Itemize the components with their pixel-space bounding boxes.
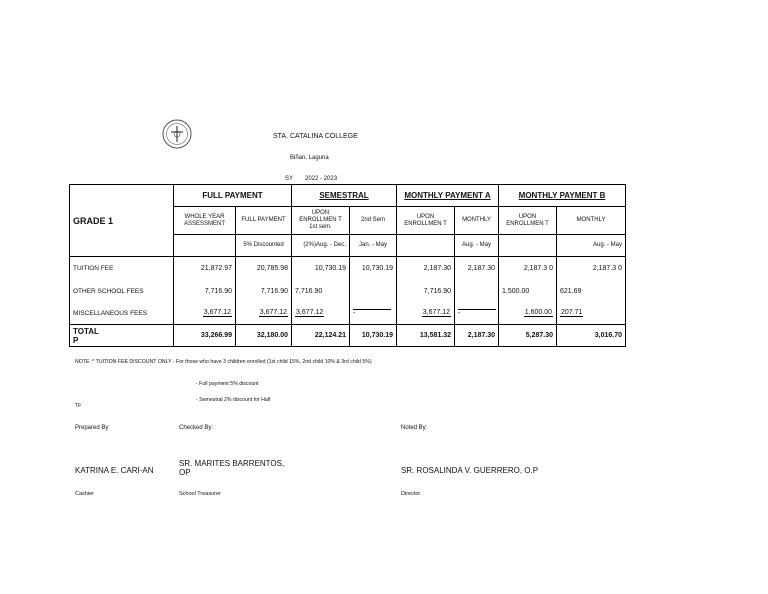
total-value: 5,287.30: [499, 325, 557, 347]
prepared-title: Cashier: [75, 491, 94, 497]
note-a-aug-may: Aug. - May: [455, 235, 499, 257]
cell-value: 21,872.97: [174, 257, 236, 281]
checked-by-label: Checked By:: [179, 425, 214, 431]
checked-title: School Treasurer: [179, 491, 221, 497]
total-value: 10,730.19: [350, 325, 397, 347]
total-value: 22,124.21: [292, 325, 350, 347]
cell-value: 10,730.19: [350, 257, 397, 281]
sy-label: SY: [285, 176, 294, 182]
school-location: Biñan, Laguna: [290, 155, 329, 161]
school-name: STA. CATALINA COLLEGE: [273, 133, 358, 140]
discount-note: NOTE :* TUITION FEE DISCOUNT ONLY - For those who have 3 children enrolled (1st child 15%, 2nd child 10% & 3rd child 5%): [75, 359, 372, 365]
cell-value: 2,187.3 0: [499, 257, 557, 281]
cell-value: 7,716.90: [174, 281, 236, 303]
cell-value: [350, 281, 397, 303]
cell-value: 10,730.19: [292, 257, 350, 281]
note-jan-may: Jan. - May: [350, 235, 397, 257]
subheader-sem-upon: UPON ENROLLMEN T 1st sem.: [292, 207, 350, 235]
total-value: 13,581.32: [397, 325, 455, 347]
cell-value: -: [455, 303, 499, 325]
bullet-semestral: - Semestral 2% discount for Half: [196, 397, 271, 403]
group-monthly-b: MONTHLY PAYMENT B: [499, 185, 626, 207]
note-empty-3: [499, 235, 557, 257]
cell-value: 3,677.12: [236, 303, 292, 325]
noted-by-label: Noted By:: [401, 425, 428, 431]
note-sem: (2%)Aug. - Dec.: [292, 235, 350, 257]
cell-value: 7,716.90: [292, 281, 350, 303]
fee-table: [69, 184, 626, 347]
tf-label: TF: [75, 403, 82, 409]
subheader-b-upon: UPON ENROLLMEN T: [499, 207, 557, 235]
row-label-other-fees: OTHER SCHOOL FEES: [70, 281, 174, 303]
cell-value: 3,677.12: [292, 303, 350, 325]
noted-name: SR. ROSALINDA V. GUERRERO, O.P: [401, 466, 539, 475]
prepared-by-label: Prepared By: [75, 425, 109, 431]
cell-value: 7,716.90: [236, 281, 292, 303]
grade-header-cell: [70, 185, 174, 207]
total-value: 33,266.99: [174, 325, 236, 347]
subheader-a-monthly: MONTHLY: [455, 207, 499, 235]
group-monthly-a: MONTHLY PAYMENT A: [397, 185, 499, 207]
total-value: 32,180.00: [236, 325, 292, 347]
note-empty-1: [174, 235, 236, 257]
subheader-whole-year: WHOLE YEAR ASSESSMENT: [174, 207, 236, 235]
cell-value: 2,187.3 0: [557, 257, 626, 281]
school-seal-logo: [162, 119, 192, 149]
cell-value: 1,600.00: [499, 303, 557, 325]
cell-value: 3,677.12: [174, 303, 236, 325]
note-discounted: 5% Discounted: [236, 235, 292, 257]
note-b-aug-may: Aug. - May: [557, 235, 626, 257]
cell-value: 7,716.90: [397, 281, 455, 303]
subheader-b-monthly: MONTHLY: [557, 207, 626, 235]
cell-value: 3,677.12: [397, 303, 455, 325]
sy-value: 2022 - 2023: [305, 176, 338, 182]
total-value: 2,187.30: [455, 325, 499, 347]
total-label: TOTAL P: [70, 325, 174, 347]
noted-title: Director: [401, 491, 421, 497]
total-value: 3,016.70: [557, 325, 626, 347]
subheader-a-upon: UPON ENROLLMEN T: [397, 207, 455, 235]
cell-value: 1,500.00: [499, 281, 557, 303]
cell-value: 207.71: [557, 303, 626, 325]
cell-value: 2,187.30: [397, 257, 455, 281]
row-label-tuition: TUITION FEE: [70, 257, 174, 281]
checked-name: SR. MARITES BARRENTOS, OP: [179, 459, 285, 477]
bullet-full-payment: - Full payment 5% discount: [196, 381, 259, 387]
group-semestral: SEMESTRAL: [292, 185, 397, 207]
subheader-full-payment: FULL PAYMENT: [236, 207, 292, 235]
grade-note-cell: [70, 235, 174, 257]
cell-value: 20,785.98: [236, 257, 292, 281]
cell-value: 621.69: [557, 281, 626, 303]
cell-value: [455, 281, 499, 303]
note-empty-2: [397, 235, 455, 257]
row-label-misc-fees: MISCELLANEOUS FEES: [70, 303, 174, 325]
grade-label: GRADE 1: [70, 207, 174, 235]
group-full-payment: FULL PAYMENT: [174, 185, 292, 207]
cell-value: 2,187.30: [455, 257, 499, 281]
cell-value: -: [350, 303, 397, 325]
prepared-name: KATRINA E. CARI-AN: [75, 466, 154, 475]
subheader-sem-2nd: 2nd Sem: [350, 207, 397, 235]
